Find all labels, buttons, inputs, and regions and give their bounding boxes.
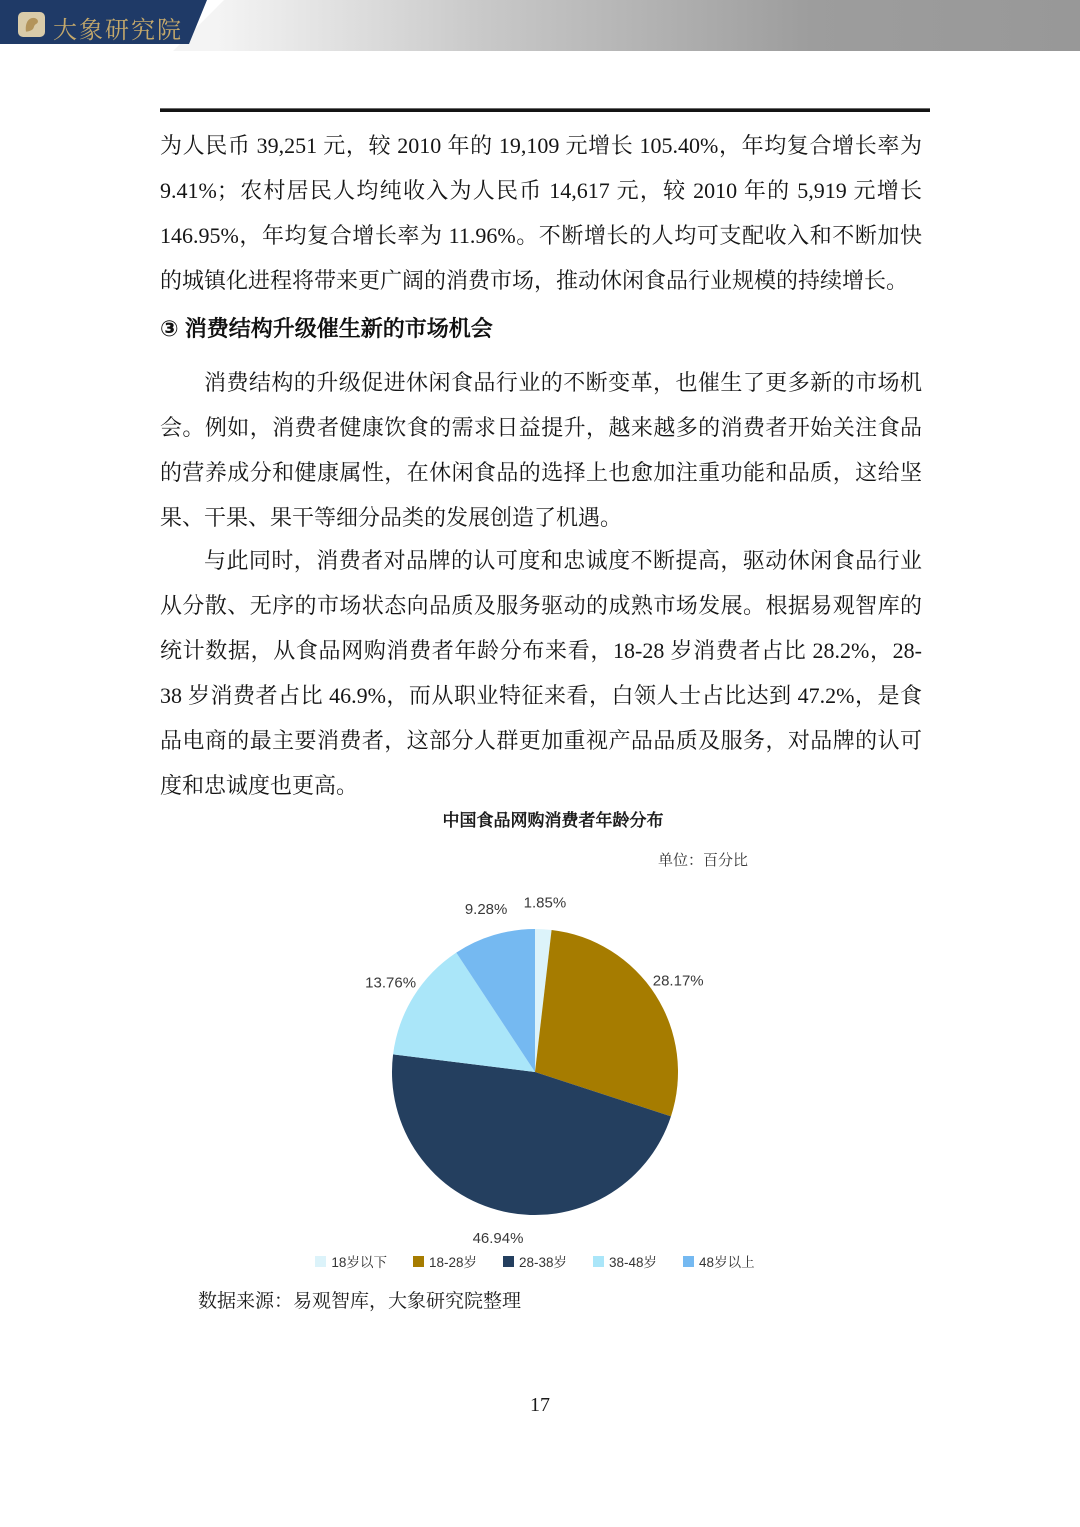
paragraph-consumption-upgrade: 消费结构的升级促进休闲食品行业的不断变革，也催生了更多新的市场机会。例如，消费者健康饮食的需求日益提升，越来越多的消费者开始关注食品的营养成分和健康属性，在休闲食品的选择上也愈加注重功能和品质，这给坚果、干果、果干等细分品类的发展创造了机遇。 [160, 370, 922, 530]
paragraph-income-growth: 为人民币 39,251 元，较 2010 年的 19,109 元增长 105.40%，年均复合增长率为 9.41%；农村居民人均纯收入为人民币 14,617 元，较 2010 年的 5,919 元增长 146.95%，年均复合增长率为 11.96%。不断增长的人均可支配收入和不断加快的城镇化进程将带来更广阔的消费市场，推动休闲食品行业规模的持续增长。 [160, 133, 922, 293]
legend-item-4 [593, 1251, 657, 1271]
chart-title: 中国食品网购消费者年龄分布 [442, 811, 664, 830]
legend-item-3 [503, 1251, 567, 1271]
legend-label: 18-28岁 [428, 1255, 477, 1270]
legend-label: 48岁以上 [699, 1255, 755, 1270]
legend-item-5 [683, 1251, 755, 1271]
legend-label: 28-38岁 [518, 1255, 568, 1270]
legend-label: 18岁以下 [331, 1255, 387, 1270]
legend-item-2 [413, 1251, 477, 1271]
legend-swatch [315, 1256, 326, 1267]
elephant-logo-icon [18, 12, 45, 37]
pie-value-label: 9.28% [464, 901, 508, 919]
paragraph-brand-loyalty: 与此同时，消费者对品牌的认可度和忠诚度不断提高，驱动休闲食品行业从分散、无序的市场状态向品质及服务驱动的成熟市场发展。根据易观智库的统计数据，从食品网购消费者年龄分布来看，18-28 岁消费者占比 28.2%，28-38 岁消费者占比 46.9%，而从职业特征来看，白领人士占比达到 47.2%，是食品电商的最主要消费者，这部分人群更加重视产品品质及服务，对品牌的认可度和忠诚度也更高。 [160, 548, 922, 798]
brand-name: 大象研究院 [53, 18, 183, 44]
legend-swatch [683, 1256, 694, 1267]
pie-value-label: 1.85% [523, 894, 567, 912]
pie-value-label: 28.17% [652, 972, 704, 990]
chart-legend [160, 1252, 910, 1270]
pie-value-label: 46.94% [472, 1229, 524, 1247]
pie-value-label: 13.76% [365, 974, 417, 992]
legend-swatch [503, 1256, 514, 1267]
legend-swatch [593, 1256, 604, 1267]
legend-swatch [413, 1256, 424, 1267]
legend-label: 38-48岁 [609, 1255, 658, 1270]
page-number: 17 [530, 1394, 550, 1416]
legend-item-1 [315, 1251, 387, 1271]
chart-unit-label: 单位：百分比 [658, 852, 749, 869]
data-source-note: 数据来源：易观智库，大象研究院整理 [198, 1291, 522, 1312]
section-heading: ③ 消费结构升级催生新的市场机会 [160, 316, 493, 341]
pie-chart [320, 870, 760, 1250]
header-divider [160, 108, 930, 112]
